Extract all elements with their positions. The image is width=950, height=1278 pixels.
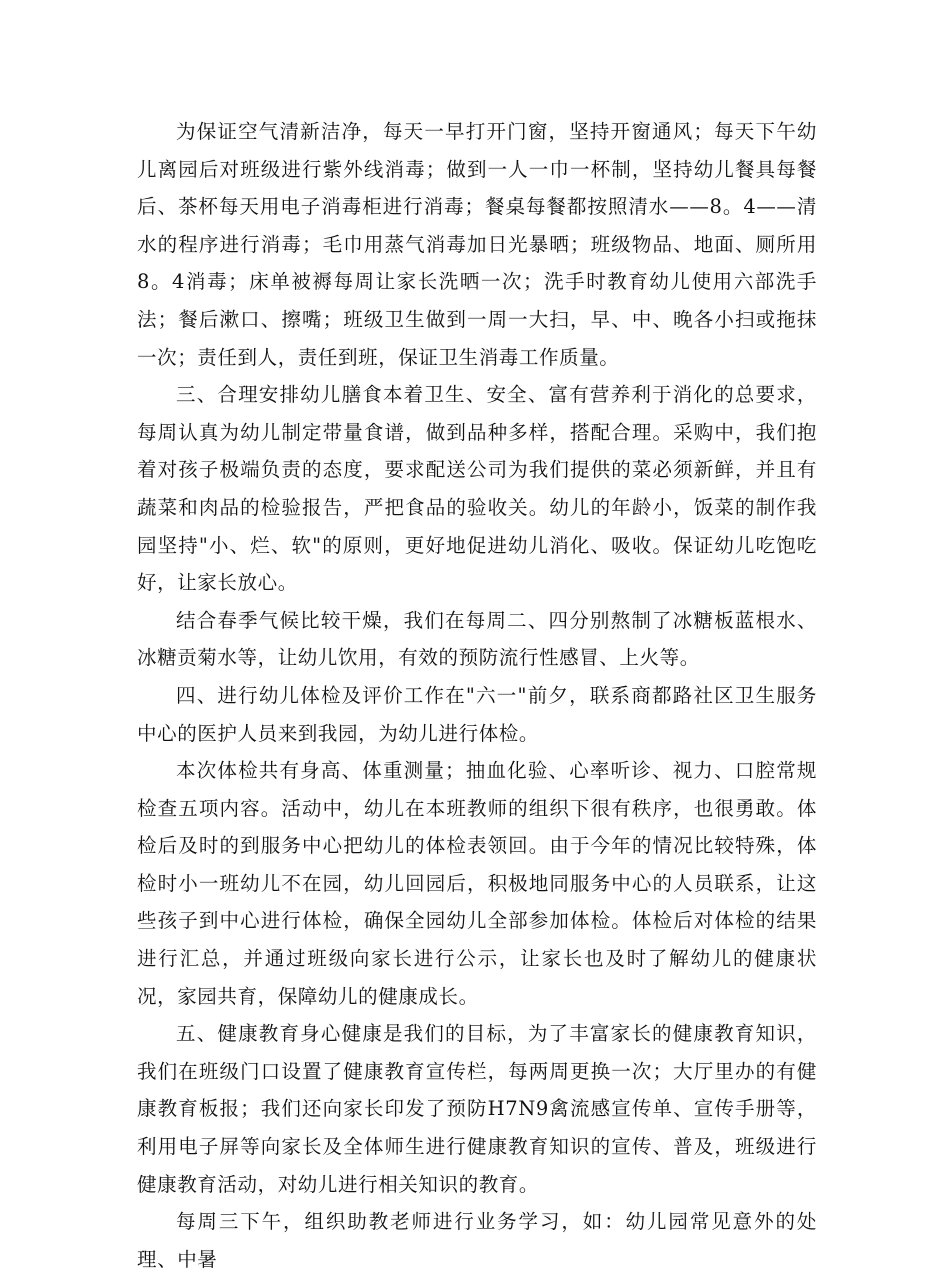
paragraph-weekly-study: 每周三下午，组织助教老师进行业务学习，如：幼儿园常见意外的处理、中暑 (137, 1210, 817, 1271)
paragraph-health-education: 五、健康教育身心健康是我们的目标，为了丰富家长的健康教育知识，我们在班级门口设置了健康教育宣传栏，每两周更换一次；大厅里办的有健康教育板报；我们还向家长印发了预防H7N9禽流感宣传单、宣传手册等，利用电子屏等向家长及全体师生进行健康教育知识的宣传、普及，班级进行健康教育活动，对幼儿进行相关知识的教育。 (137, 1022, 817, 1196)
paragraph-spring-drinks: 结合春季气候比较干燥，我们在每周二、四分别熬制了冰糖板蓝根水、冰糖贡菊水等，让幼儿饮用，有效的预防流行性感冒、上火等。 (137, 608, 817, 670)
document-body (137, 113, 817, 1278)
paragraph-health-check-details: 本次体检共有身高、体重测量；抽血化验、心率听诊、视力、口腔常规检查五项内容。活动中，幼儿在本班教师的组织下很有秩序，也很勇敢。体检后及时的到服务中心把幼儿的体检表领回。由于今年的情况比较特殊，体检时小一班幼儿不在园，幼儿回园后，积极地同服务中心的人员联系，让这些孩子到中心进行体检，确保全园幼儿全部参加体检。体检后对体检的结果进行汇总，并通过班级向家长进行公示，让家长也及时了解幼儿的健康状况，家园共育，保障幼儿的健康成长。 (137, 759, 817, 1008)
paragraph-disinfection: 为保证空气清新洁净，每天一早打开门窗，坚持开窗通风；每天下午幼儿离园后对班级进行紫外线消毒；做到一人一巾一杯制，坚持幼儿餐具每餐后、茶杯每天用电子消毒柜进行消毒；餐桌每餐都按照清水——8。4——清水的程序进行消毒；毛巾用蒸气消毒加日光暴晒；班级物品、地面、厕所用8。4消毒；床单被褥每周让家长洗晒一次；洗手时教育幼儿使用六部洗手法；餐后漱口、擦嘴；班级卫生做到一周一大扫，早、中、晚各小扫或拖抹一次；责任到人，责任到班，保证卫生消毒工作质量。 (137, 120, 817, 369)
paragraph-diet-arrangement: 三、合理安排幼儿膳食本着卫生、安全、富有营养利于消化的总要求，每周认真为幼儿制定带量食谱，做到品种多样，搭配合理。采购中，我们抱着对孩子极端负责的态度，要求配送公司为我们提供的菜必须新鲜，并且有蔬菜和肉品的检验报告，严把食品的验收关。幼儿的年龄小，饭菜的制作我园坚持"小、烂、软"的原则，更好地促进幼儿消化、吸收。保证幼儿吃饱吃好，让家长放心。 (137, 383, 817, 595)
paragraph-health-check-intro: 四、进行幼儿体检及评价工作在"六一"前夕，联系商都路社区卫生服务中心的医护人员来到我园，为幼儿进行体检。 (137, 683, 817, 745)
